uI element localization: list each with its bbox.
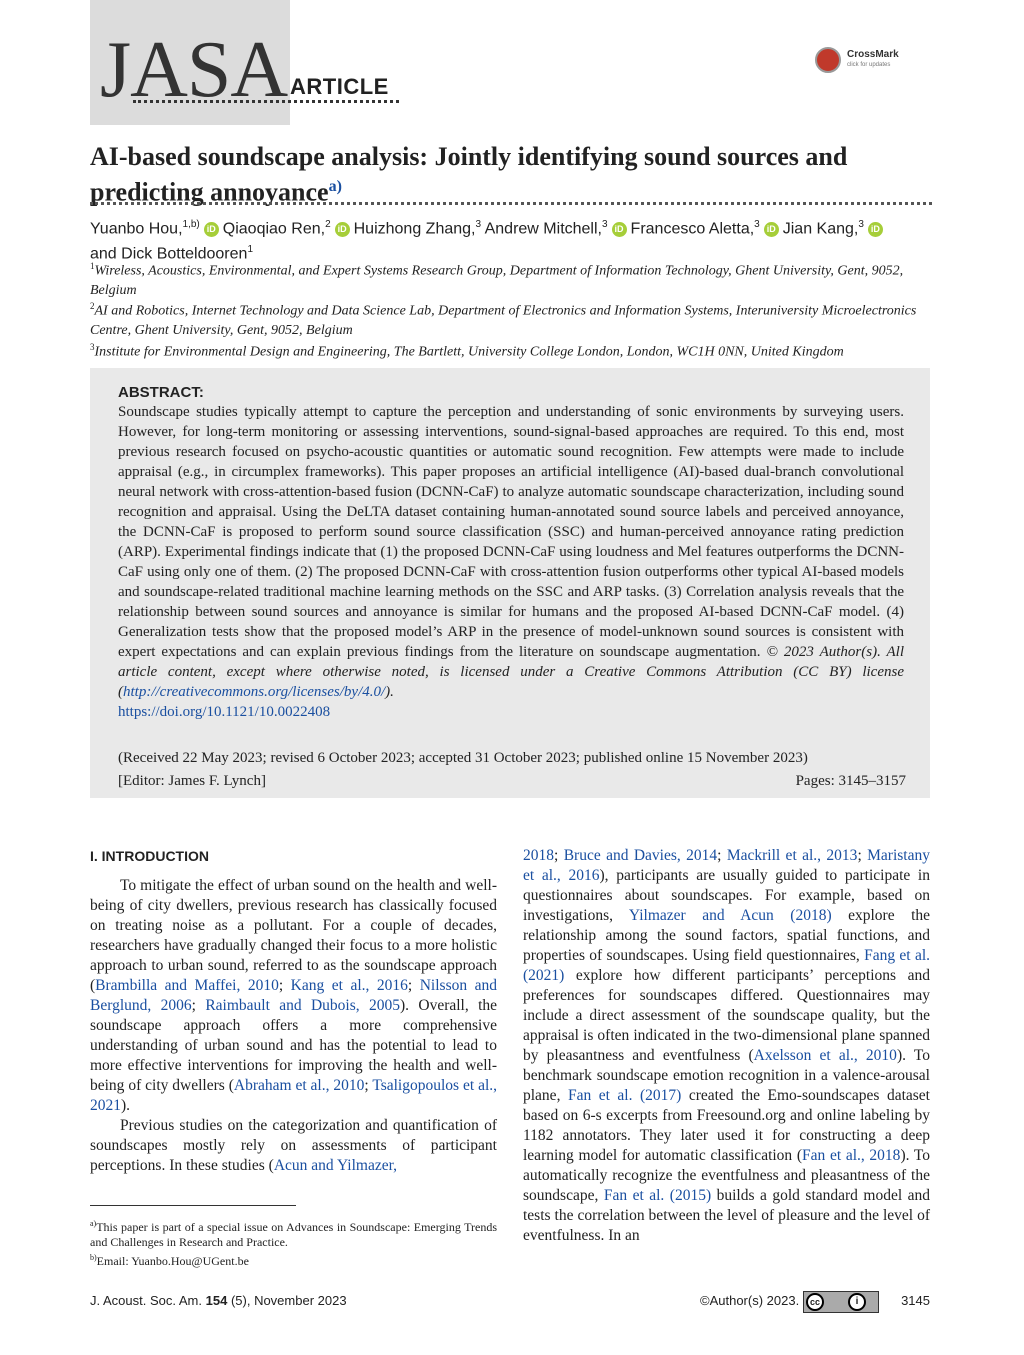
attribution-icon: i	[848, 1293, 866, 1311]
title-dotted-rule	[90, 202, 932, 205]
crossmark-label: CrossMark	[847, 49, 899, 60]
cc-by-license-badge[interactable]	[803, 1291, 879, 1313]
citation-link[interactable]: Maristany et al., 2016	[523, 847, 930, 884]
citation-link[interactable]: Abraham et al., 2010	[233, 1077, 365, 1094]
author-affiliation-mark: 1	[247, 244, 253, 256]
article-title	[90, 142, 930, 208]
journal-logo: JASA	[100, 26, 288, 114]
paragraph-text: ).	[121, 1097, 131, 1114]
section-heading: I. INTRODUCTION	[90, 848, 209, 864]
abstract-body	[118, 402, 904, 722]
author-affiliation-mark: 2	[325, 219, 331, 230]
journal-volume: 154	[205, 1293, 228, 1308]
author-affiliation-mark: 3	[601, 219, 608, 230]
license-end: ).	[385, 684, 394, 700]
footnote-rule	[90, 1205, 296, 1206]
paragraph-text: ;	[191, 997, 206, 1014]
author-affiliation-mark: 3	[475, 219, 482, 230]
copyright-notice: ©Author(s) 2023.	[700, 1293, 800, 1308]
affiliation-text: Wireless, Acoustics, Environmental, and Expert Systems Research Group, Department of Information Technology, Ghent University, Gent, 9052, Belgium	[90, 263, 904, 298]
footnote-text: This paper is part of a special issue on Advances in Soundscape: Emerging Trends and Challenges in Research and Practice.	[90, 1220, 497, 1249]
article-type-label: ARTICLE	[290, 74, 389, 99]
footnote-mark: b)	[90, 1253, 97, 1262]
citation-link[interactable]: Nilsson and Berglund, 2006	[90, 977, 497, 1014]
orcid-icon[interactable]: iD	[204, 222, 219, 237]
author-name: Jian Kang,	[782, 220, 859, 238]
footnotes	[90, 1216, 497, 1269]
footnote-a	[90, 1216, 497, 1250]
doi-link[interactable]: https://doi.org/10.1121/10.0022408	[118, 704, 331, 720]
citation-link[interactable]: Fan et al. (2015)	[603, 1187, 712, 1204]
orcid-icon[interactable]: iD	[764, 222, 779, 237]
citation-link[interactable]: Fang et al. (2021)	[523, 947, 931, 984]
author-name: and Dick Botteldooren	[90, 245, 248, 263]
editor-line: [Editor: James F. Lynch]	[118, 773, 266, 789]
citation-link[interactable]: Brambilla and Maffei, 2010	[95, 977, 279, 994]
affiliation-3	[90, 338, 920, 362]
paragraph-text: ), participants are usually guided to participate in questionnaires about soundscapes. For example, based on investigations,	[523, 867, 930, 924]
citation-link[interactable]: Fan et al., 2018	[802, 1147, 901, 1164]
affiliation-text: AI and Robotics, Internet Technology and Data Science Lab, Department of Electronics and Information Systems, Interuniversity Microelectronics Centre, Ghent University, Gent, 9052, Belgium	[90, 303, 917, 338]
author-name: Huizhong Zhang,	[353, 220, 476, 238]
crossmark-sub-label: click for updates	[847, 62, 891, 68]
author-affiliation-mark: 3	[754, 219, 760, 230]
journal-citation	[90, 1293, 347, 1308]
intro-paragraph-2-continued	[523, 846, 930, 1246]
paragraph-text: ). To automatically recognize the eventfulness and pleasantness of the soundscape,	[523, 1147, 931, 1204]
cc-icon: cc	[806, 1293, 824, 1311]
paragraph-text: ;	[407, 977, 420, 994]
journal-issue-date: (5), November 2023	[230, 1293, 347, 1308]
paragraph-text: ;	[364, 1077, 373, 1094]
license-text: © 2023 Author(s). All article content, except where otherwise noted, is licensed under a Creative Commons Attribution (CC BY) license (	[118, 644, 905, 700]
citation-link[interactable]: Raimbault and Dubois, 2005	[205, 997, 400, 1014]
citation-link[interactable]: Bruce and Davies, 2014	[563, 847, 718, 864]
citation-link[interactable]: Yilmazer and Acun (2018)	[628, 907, 832, 924]
paragraph-text: ). To benchmark soundscape emotion recognition in a valence-arousal plane,	[523, 1047, 930, 1104]
journal-name: J. Acoust. Soc. Am.	[90, 1293, 202, 1308]
intro-paragraph-1	[90, 876, 497, 1116]
paragraph-text: ;	[857, 847, 868, 864]
paragraph-text: Previous studies on the categorization and quantification of soundscapes mostly rely on assessments of participant perceptions. In these studies (	[90, 1117, 497, 1174]
affiliation-number: 1	[90, 261, 95, 271]
page-number: 3145	[901, 1293, 930, 1308]
author-affiliation-mark: 3	[858, 219, 864, 230]
footnote-text[interactable]: Email: Yuanbo.Hou@UGent.be	[96, 1254, 249, 1268]
citation-link[interactable]: Kang et al., 2016	[290, 977, 408, 994]
footnote-b	[90, 1250, 497, 1269]
abstract-text: Soundscape studies typically attempt to capture the perception and understanding of sonic environments by surveying users. However, for long-term monitoring or assessing interventions, sound-signal-based approaches are required. To this end, most previous research focused on psycho-acoustic quantities or automatic sound recognition. Few attempts were made to include appraisal (e.g., in circumplex frameworks). This paper proposes an artificial intelligence (AI)-based dual-branch convolutional neural network with cross-attention-based fusion (DCNN-CaF) to analyze automatic soundscape characterization, including sound recognition and appraisal. Using the DeLTA dataset containing human-annotated sound source labels and perceived annoyance, the DCNN-CaF is proposed to perform sound source classification (SSC) and human-perceived annoyance rating prediction (ARP). Experimental findings indicate that (1) the proposed DCNN-CaF using loudness and Mel features outperforms the DCNN-CaF using only one of them. (2) The proposed DCNN-CaF with cross-attention fusion outperforms other typical AI-based models and soundscape-related traditional machine learning methods on the SSC and ARP tasks. (3) Correlation analysis reveals that the relationship between sound sources and annoyance is similar for humans and the proposed AI-based DCNN-CaF model. (4) Generalization tests show that the proposed model’s ARP in the presence of model-unknown sound sources is consistent with expert expectations and can explain previous findings from the literature on soundscape augmentation.	[118, 404, 904, 660]
affiliation-text: Institute for Environmental Design and Engineering, The Bartlett, University College London, London, WC1H 0NN, United Kingdom	[94, 344, 844, 360]
citation-link[interactable]: Tsaligopoulos et al., 2021	[90, 1077, 498, 1114]
citation-link[interactable]: 2018	[523, 847, 554, 864]
page-range: Pages: 3145–3157	[795, 773, 906, 789]
title-text: AI-based soundscape analysis: Jointly identifying sound sources and predicting annoyance	[90, 142, 848, 207]
title-footnote-mark[interactable]: a)	[328, 178, 342, 195]
citation-link[interactable]: Fan et al. (2017)	[567, 1087, 682, 1104]
author-name: Andrew Mitchell,	[484, 220, 602, 238]
paragraph-text: builds a gold standard model and tests the correlation between the level of pleasure and the level of eventfulness. In an	[523, 1187, 931, 1244]
citation-link[interactable]: Mackrill et al., 2013	[726, 847, 858, 864]
footnote-mark: a)	[90, 1219, 97, 1228]
affiliation-number: 2	[90, 301, 95, 311]
paragraph-text: ;	[554, 847, 564, 864]
paragraph-text: ). Overall, the soundscape approach offers a more comprehensive understanding of urban sound and has the potential to lead to more effective interventions for improving the health and well-being of city dwellers (	[90, 997, 498, 1094]
paragraph-text: explore how different participants’ perceptions and preferences for soundscapes differed. Questionnaires may include a direct assessment of the soundscape quality, but the appraisal is often indicated in the two-dimensional plane spanned by pleasantness and eventfulness (	[523, 967, 930, 1064]
received-dates: (Received 22 May 2023; revised 6 October 2023; accepted 31 October 2023; published online 15 November 2023)	[118, 750, 808, 766]
orcid-icon[interactable]: iD	[612, 222, 627, 237]
logo-dotted-rule	[133, 100, 399, 103]
crossmark-icon	[815, 47, 841, 73]
affiliation-2	[90, 297, 920, 340]
affiliation-number: 3	[90, 342, 95, 352]
author-name: Francesco Aletta,	[630, 220, 755, 238]
left-column	[90, 876, 497, 1176]
paragraph-text: created the Emo-soundscapes dataset based on 6-s excerpts from Freesound.org and online labeling by 1182 annotators. They later used it for constructing a deep learning model for automatic classification (	[523, 1087, 930, 1164]
citation-link[interactable]: Acun and Yilmazer,	[273, 1157, 398, 1174]
abstract-heading: ABSTRACT:	[118, 384, 204, 401]
orcid-icon[interactable]: iD	[335, 222, 350, 237]
orcid-icon[interactable]: iD	[868, 222, 883, 237]
paragraph-text: ;	[278, 977, 291, 994]
right-column	[523, 846, 930, 1246]
paragraph-text: To mitigate the effect of urban sound on the health and well-being of city dwellers, previous research has classically focused on treating noise as a pollutant. For a couple of decades, researchers have gradually changed their focus to a more holistic approach to urban sound, referred to as the soundscape approach (	[90, 877, 497, 994]
intro-paragraph-2	[90, 1116, 497, 1176]
license-link[interactable]: http://creativecommons.org/licenses/by/4.0/	[123, 684, 386, 700]
affiliation-1	[90, 257, 920, 300]
author-name: Qiaoqiao Ren,	[222, 220, 326, 238]
citation-link[interactable]: Axelsson et al., 2010	[753, 1047, 897, 1064]
author-affiliation-mark: 1,b)	[182, 219, 200, 230]
paragraph-text: explore the relationship among the sound factors, spatial functions, and properties of soundscapes. Using field questionnaires,	[523, 907, 931, 964]
paragraph-text: ;	[717, 847, 727, 864]
crossmark-badge[interactable]	[815, 47, 925, 77]
author-name: Yuanbo Hou,	[90, 220, 183, 238]
